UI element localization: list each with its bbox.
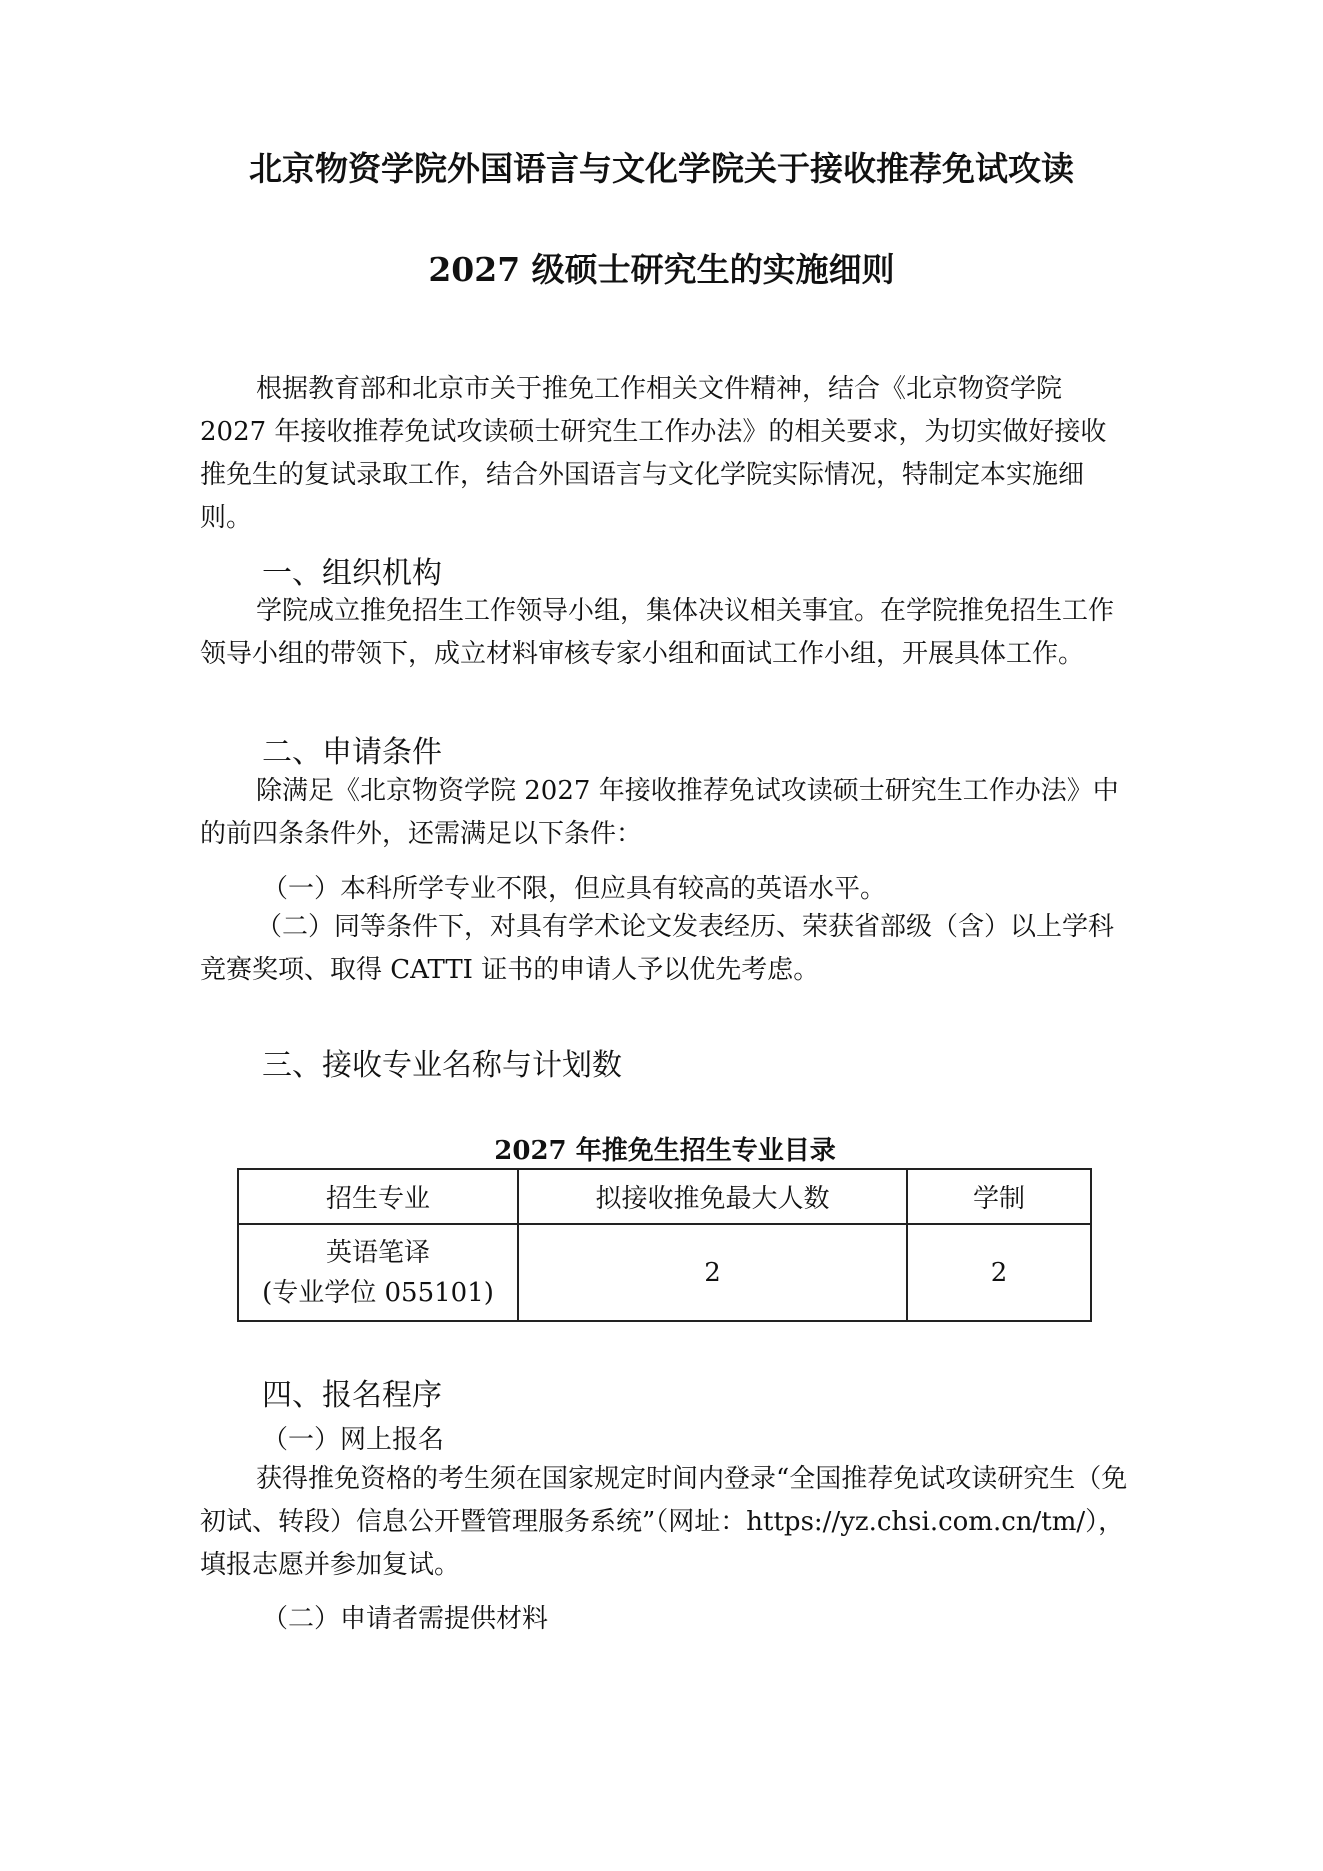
organization-paragraph: 学院成立推免招生工作领导小组，集体决议相关事宜。在学院推免招生工作领导小组的带领下，成立材料审核专家小组和面试工作小组，开展具体工作。 <box>200 596 1115 669</box>
section-heading-majors: 三、接收专业名称与计划数 <box>262 1048 622 1083</box>
section-heading-organization: 一、组织机构 <box>262 556 442 591</box>
section-heading-conditions: 二、申请条件 <box>262 735 442 770</box>
procedure-online-paragraph: 获得推免资格的考生须在国家规定时间内登录“全国推荐免试攻读研究生（免初试、转段）信息公开暨管理服务系统”（网址：https://yz.chsi.com.cn/tm/），填报志愿并参加复试。 <box>200 1464 1128 1580</box>
intro-paragraph: 根据教育部和北京市关于推免工作相关文件精神，结合《北京物资学院 2027 年接收推荐免试攻读硕士研究生工作办法》的相关要求，为切实做好接收推免生的复试录取工作，结合外国语言与文化学院实际情况，特制定本实施细则。 <box>200 374 1107 533</box>
conditions-paragraph: 除满足《北京物资学院 2027 年接收推荐免试攻读硕士研究生工作办法》中的前四条条件外，还需满足以下条件： <box>200 776 1119 849</box>
cell-duration: 2 <box>907 1224 1091 1321</box>
header-major: 招生专业 <box>238 1169 518 1224</box>
major-name: 英语笔译 <box>325 1237 430 1268</box>
table-row <box>238 1224 1091 1321</box>
header-max-count: 拟接收推免最大人数 <box>518 1169 907 1224</box>
table-header-row <box>238 1169 1091 1224</box>
procedure-sub-1: （一）网上报名 <box>262 1425 445 1455</box>
procedure-sub-2: （二）申请者需提供材料 <box>262 1604 549 1634</box>
majors-table <box>237 1168 1092 1322</box>
section-heading-procedure: 四、报名程序 <box>262 1378 442 1413</box>
condition-item-2: （二）同等条件下，对具有学术论文发表经历、荣获省部级（含）以上学科竞赛奖项、取得 CATTI 证书的申请人予以优先考虑。 <box>200 912 1115 985</box>
document-title-line-2: 2027 级硕士研究生的实施细则 <box>428 250 895 289</box>
cell-major <box>238 1224 518 1321</box>
condition-item-1: （一）本科所学专业不限，但应具有较高的英语水平。 <box>262 874 887 904</box>
table-caption: 2027 年推免生招生专业目录 <box>494 1136 836 1166</box>
cell-max-count: 2 <box>518 1224 907 1321</box>
header-duration: 学制 <box>907 1169 1091 1224</box>
major-code: (专业学位 055101) <box>262 1277 494 1308</box>
document-title-line-1: 北京物资学院外国语言与文化学院关于接收推荐免试攻读 <box>249 149 1074 188</box>
